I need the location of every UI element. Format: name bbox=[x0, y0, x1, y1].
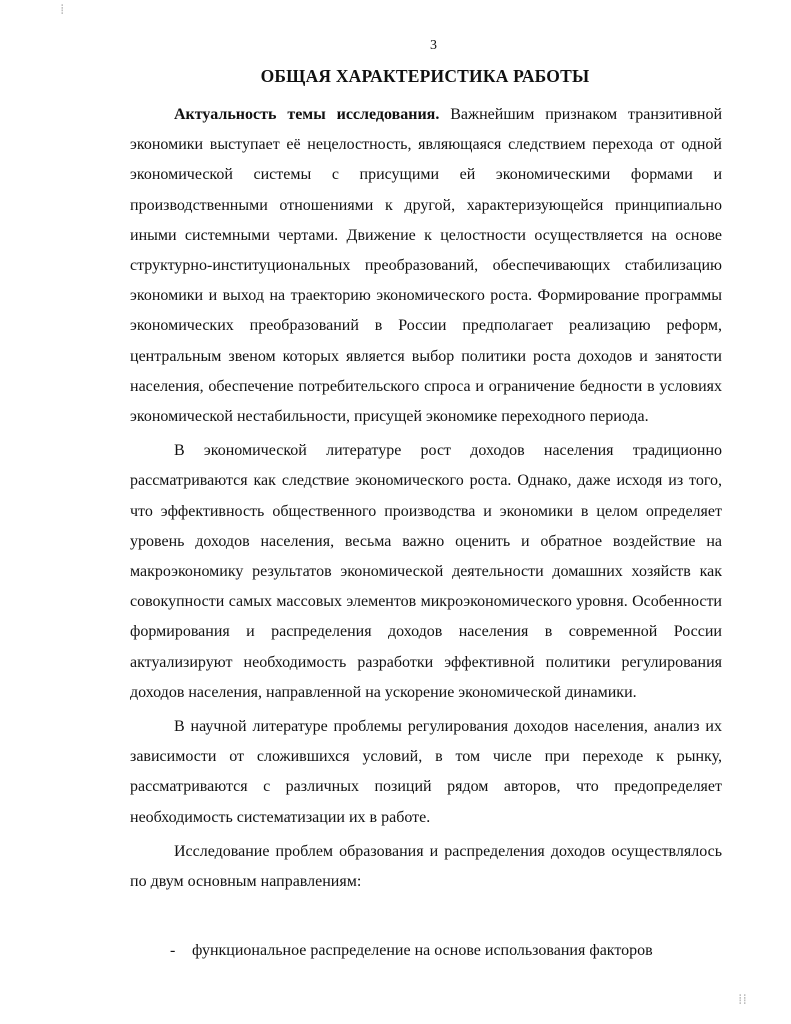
paragraph-lead: Актуальность темы исследования. bbox=[174, 106, 440, 123]
paragraph-literature: В экономической литературе рост доходов населения традиционно рассматриваются как следствие экономического роста. Однако, даже исходя из того, что эффективность общественного производства и экономики в целом определяет уровень доходов населения, весьма важно оценить и обратное воздействие на макроэкономику результатов экономической деятельности домашних хозяйств как совокупности самых массовых элементов микроэкономического уровня. Особенности формирования и распределения доходов населения в современной России актуализируют необходимость разработки эффективной политики регулирования доходов населения, направленной на ускорение экономической динамики. bbox=[130, 442, 722, 701]
paragraph-research: Исследование проблем образования и распределения доходов осуществлялось по двум основным направлениям: bbox=[130, 842, 722, 891]
list-item bbox=[170, 936, 722, 966]
paragraph-relevance bbox=[130, 100, 722, 432]
page-title: ОБЩАЯ ХАРАКТЕРИСТИКА РАБОТЫ bbox=[260, 66, 590, 86]
scan-artifact-top-left: ⁞ bbox=[60, 2, 65, 18]
scan-artifact-bottom-right: ⁞⁞ bbox=[738, 992, 747, 1008]
page-number: 3 bbox=[430, 38, 437, 53]
paragraph-scientific: В научной литературе проблемы регулирования доходов населения, анализ их зависимости от сложившихся условий, в том числе при переходе к рынку, рассматриваются с различных позиций рядом авторов, что предопределяет необходимость систематизации их в работе. bbox=[130, 718, 722, 826]
list-dash: - bbox=[170, 942, 176, 959]
paragraph-text: Важнейшим признаком транзитивной экономики выступает её нецелостность, являющаяся следствием перехода от одной экономической системы с присущими ей экономическими формами и производственными отношениями к другой, характеризующейся принципиально иными системными чертами. Движение к целостности осуществляется на основе структурно-институциональных преобразований, обеспечивающих стабилизацию экономики и выход на траекторию экономического роста. Формирование программы экономических преобразований в России предполагает реализацию реформ, центральным звеном которых является выбор политики роста доходов и занятости населения, обеспечение потребительского спроса и ограничение бедности в условиях экономической нестабильности, присущей экономике переходного периода. bbox=[130, 106, 723, 426]
document-body bbox=[130, 100, 722, 897]
list-item-text: функциональное распределение на основе использования факторов bbox=[192, 942, 653, 959]
